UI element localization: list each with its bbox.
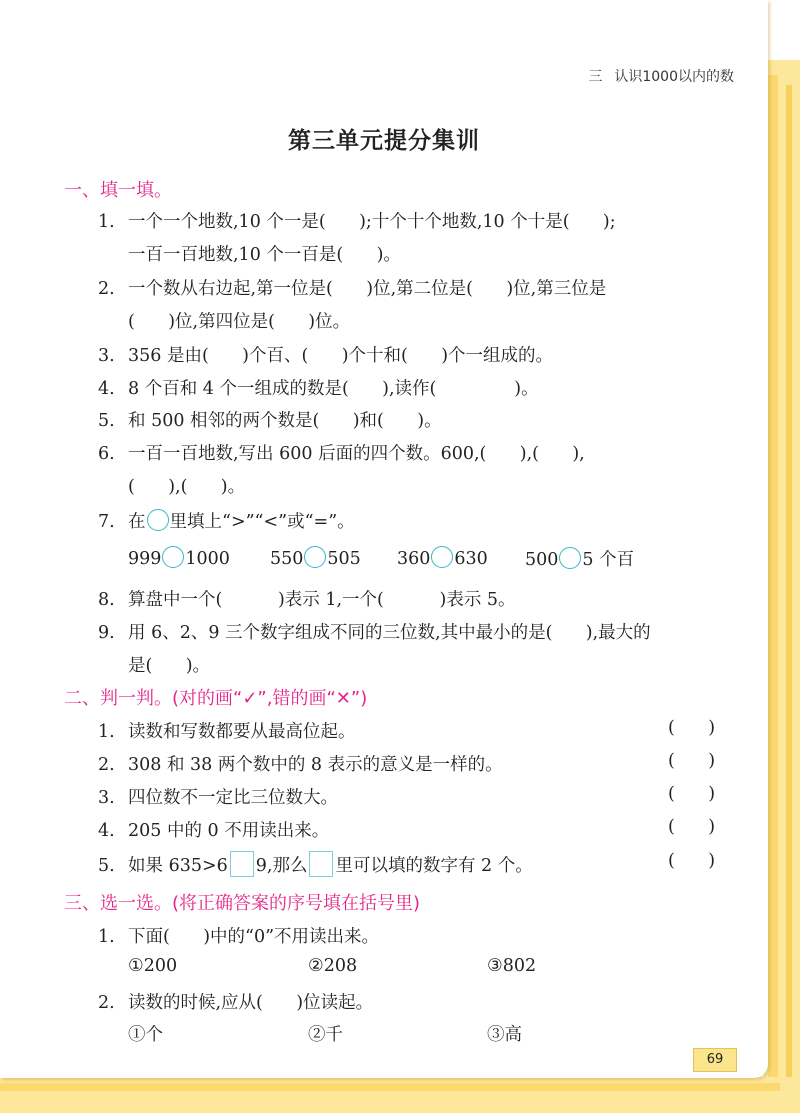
question-1-7 [98,508,355,533]
question-text: 205 中的 0 不用读出来。 [128,821,330,841]
digit-box[interactable] [309,851,333,877]
question-1-5 [98,407,442,432]
compare-right: 5 个百 [582,550,635,570]
compare-right: 1000 [185,549,230,569]
question-number: 3. [98,788,115,808]
question-text: 356 是由( )个百、( )个十和( )个一组成的。 [128,346,554,366]
judge-item-2 [98,751,503,776]
section-2-heading: 二、判一判。(对的画“✓”,错的画“✕”) [64,688,368,709]
question-number: 2. [98,755,115,775]
answer-parentheses[interactable]: ( ) [668,784,716,804]
question-text: 和 500 相邻的两个数是( )和( )。 [128,411,442,431]
compare-left: 500 [525,550,559,570]
compare-circle-icon [147,509,169,531]
compare-row [397,546,488,569]
page-edge-right-stripe-2 [786,85,792,1105]
section-3-heading: 三、选一选。(将正确答案的序号填在括号里) [64,893,421,914]
question-text: 如果 635>6 [128,856,228,876]
chapter-title: 认识1000以内的数 [614,69,734,85]
answer-parentheses[interactable]: ( ) [668,851,716,871]
question-1-9 [98,619,651,644]
compare-left: 360 [397,549,431,569]
question-text: 下面( )中的“0”不用读出来。 [128,927,380,947]
question-text: 8 个百和 4 个一组成的数是( ),读作( )。 [128,379,539,399]
compare-circle-icon[interactable] [162,546,184,568]
judge-item-4 [98,817,329,842]
chapter-header [588,66,734,86]
compare-circle-icon[interactable] [431,546,453,568]
compare-row [270,546,361,569]
question-number: 1. [98,927,115,947]
compare-left: 999 [128,549,162,569]
question-number: 1. [98,212,115,232]
compare-right: 630 [454,549,488,569]
question-1-1 [98,208,616,233]
question-1-6 [98,440,585,465]
compare-row [525,546,634,571]
judge-item-3 [98,784,338,809]
question-number: 7. [98,512,115,532]
question-number: 2. [98,993,115,1013]
question-1-6-cont: ( ),( )。 [128,477,246,497]
question-1-8 [98,586,516,611]
page-number: 69 [693,1048,737,1072]
compare-circle-icon[interactable] [304,546,326,568]
choice-question-2 [98,989,373,1014]
page-edge-right-stripe [768,75,778,1105]
question-number: 1. [98,722,115,742]
question-number: 5. [98,856,115,876]
choice-option[interactable]: ②208 [308,956,358,976]
compare-right: 505 [327,549,361,569]
question-text: 读数和写数都要从最高位起。 [128,722,356,742]
question-number: 4. [98,379,115,399]
answer-parentheses[interactable]: ( ) [668,718,716,738]
question-text-pre: 在 [128,512,146,532]
choice-option[interactable]: ③高 [487,1025,522,1045]
compare-row [128,546,230,569]
choice-option[interactable]: ①200 [128,956,178,976]
question-text: 一个一个地数,10 个一是( );十个十个地数,10 个十是( ); [128,212,616,232]
question-number: 6. [98,444,115,464]
choice-option[interactable]: ②千 [308,1025,343,1045]
question-text: 一个数从右边起,第一位是( )位,第二位是( )位,第三位是 [128,279,607,299]
answer-parentheses[interactable]: ( ) [668,817,716,837]
question-number: 4. [98,821,115,841]
question-number: 9. [98,623,115,643]
question-1-1-cont: 一百一百地数,10 个一百是( )。 [128,245,401,265]
question-text-post: 里填上“>”“<”或“=”。 [169,512,355,532]
answer-parentheses[interactable]: ( ) [668,751,716,771]
question-number: 2. [98,279,115,299]
question-number: 3. [98,346,115,366]
compare-circle-icon[interactable] [559,547,581,569]
question-number: 8. [98,590,115,610]
question-text: 算盘中一个( )表示 1,一个( )表示 5。 [128,590,516,610]
section-1-heading: 一、填一填。 [64,180,172,201]
choice-option[interactable]: ③802 [487,956,537,976]
judge-item-5 [98,851,533,877]
question-1-4 [98,375,539,400]
choice-option[interactable]: ①个 [128,1025,163,1045]
chapter-number: 三 [588,69,603,85]
question-1-3 [98,342,553,367]
page-title: 第三单元提分集训 [288,128,480,154]
page-edge-bottom-stripe [0,1083,780,1091]
question-text: 读数的时候,应从( )位读起。 [128,993,374,1013]
question-text: 里可以填的数字有 2 个。 [335,856,533,876]
question-number: 5. [98,411,115,431]
question-1-2-cont: ( )位,第四位是( )位。 [128,312,351,332]
compare-left: 550 [270,549,304,569]
question-text: 四位数不一定比三位数大。 [128,788,338,808]
question-text: 用 6、2、9 三个数字组成不同的三位数,其中最小的是( ),最大的 [128,623,651,643]
question-1-2 [98,275,606,300]
judge-item-1 [98,718,356,743]
choice-question-1 [98,923,379,948]
question-1-9-cont: 是( )。 [128,656,211,676]
question-text: 308 和 38 两个数中的 8 表示的意义是一样的。 [128,755,503,775]
question-text: 一百一百地数,写出 600 后面的四个数。600,( ),( ), [128,444,585,464]
question-text: 9,那么 [255,856,308,876]
digit-box[interactable] [230,851,254,877]
